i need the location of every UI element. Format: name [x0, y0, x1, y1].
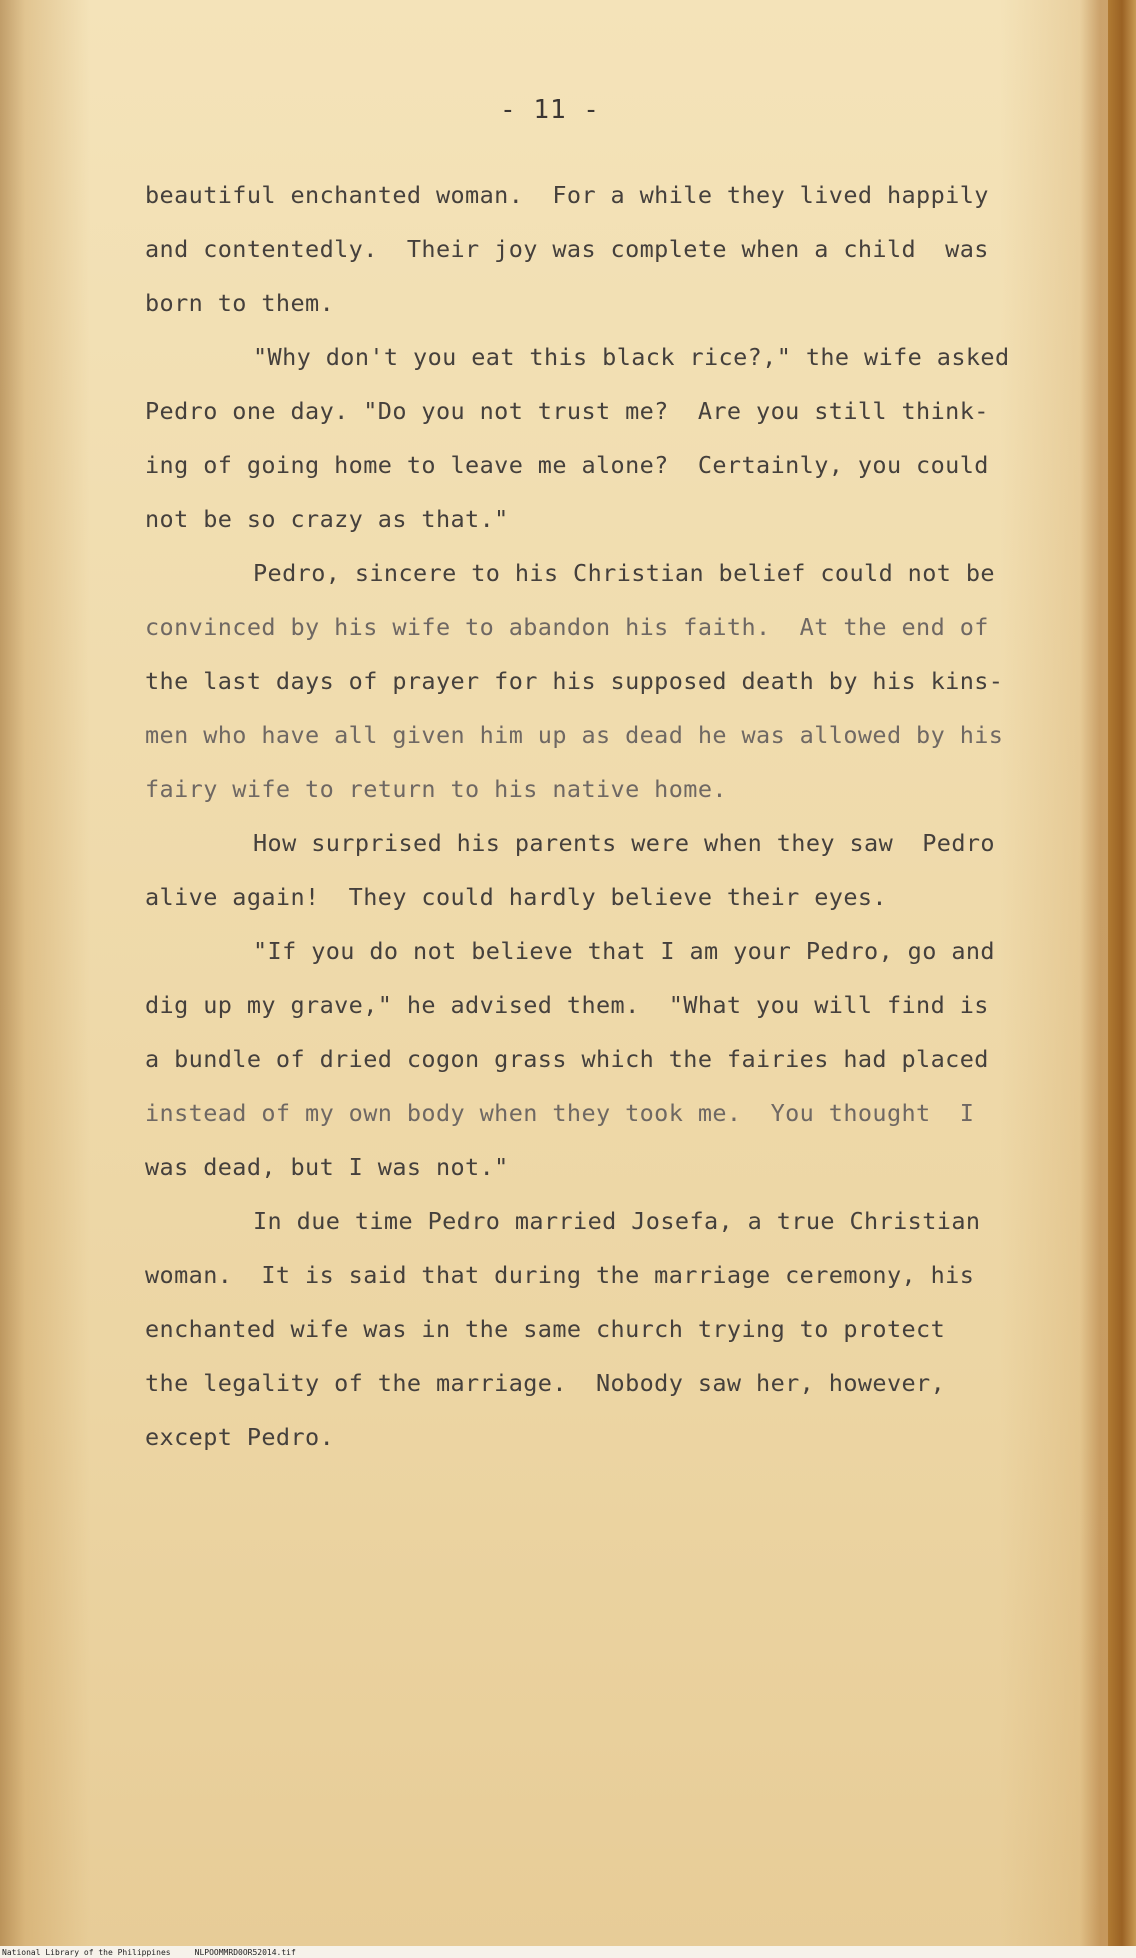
text-line: Pedro one day. "Do you not trust me? Are you still think- — [145, 397, 989, 425]
text-line: convinced by his wife to abandon his faith. At the end of — [145, 613, 989, 641]
text-line: and contentedly. Their joy was complete when a child was — [145, 235, 989, 263]
text-line: born to them. — [145, 289, 335, 317]
text-line: not be so crazy as that." — [145, 505, 509, 533]
text-line: woman. It is said that during the marriage ceremony, his — [145, 1261, 975, 1289]
text-line: fairy wife to return to his native home. — [145, 775, 727, 803]
page-edge-shadow — [1108, 0, 1136, 1958]
text-line: the last days of prayer for his supposed death by his kins- — [145, 667, 1004, 695]
text-line: "If you do not believe that I am your Pedro, go and — [253, 937, 995, 965]
text-line: men who have all given him up as dead he was allowed by his — [145, 721, 1004, 749]
text-line: beautiful enchanted woman. For a while they lived happily — [145, 181, 989, 209]
text-line: In due time Pedro married Josefa, a true Christian — [253, 1207, 981, 1235]
text-line: How surprised his parents were when they saw Pedro — [253, 829, 995, 857]
scan-footer-caption: National Library of the Philippines NLPOOMMRD0OR52014.tif — [2, 1948, 296, 1957]
scan-footer-strip — [0, 1946, 1136, 1958]
text-line: the legality of the marriage. Nobody saw her, however, — [145, 1369, 946, 1397]
text-line: enchanted wife was in the same church trying to protect — [145, 1315, 946, 1343]
text-line: "Why don't you eat this black rice?," the wife asked — [253, 343, 1010, 371]
text-line: Pedro, sincere to his Christian belief could not be — [253, 559, 995, 587]
story-text — [145, 168, 1045, 1464]
text-line: a bundle of dried cogon grass which the fairies had placed — [145, 1045, 989, 1073]
page-number: - 11 - — [500, 95, 600, 125]
text-line: except Pedro. — [145, 1423, 335, 1451]
text-line: was dead, but I was not." — [145, 1153, 509, 1181]
text-line: dig up my grave," he advised them. "What you will find is — [145, 991, 989, 1019]
text-line: instead of my own body when they took me. You thought I — [145, 1099, 975, 1127]
text-line: ing of going home to leave me alone? Certainly, you could — [145, 451, 989, 479]
text-line: alive again! They could hardly believe their eyes. — [145, 883, 887, 911]
